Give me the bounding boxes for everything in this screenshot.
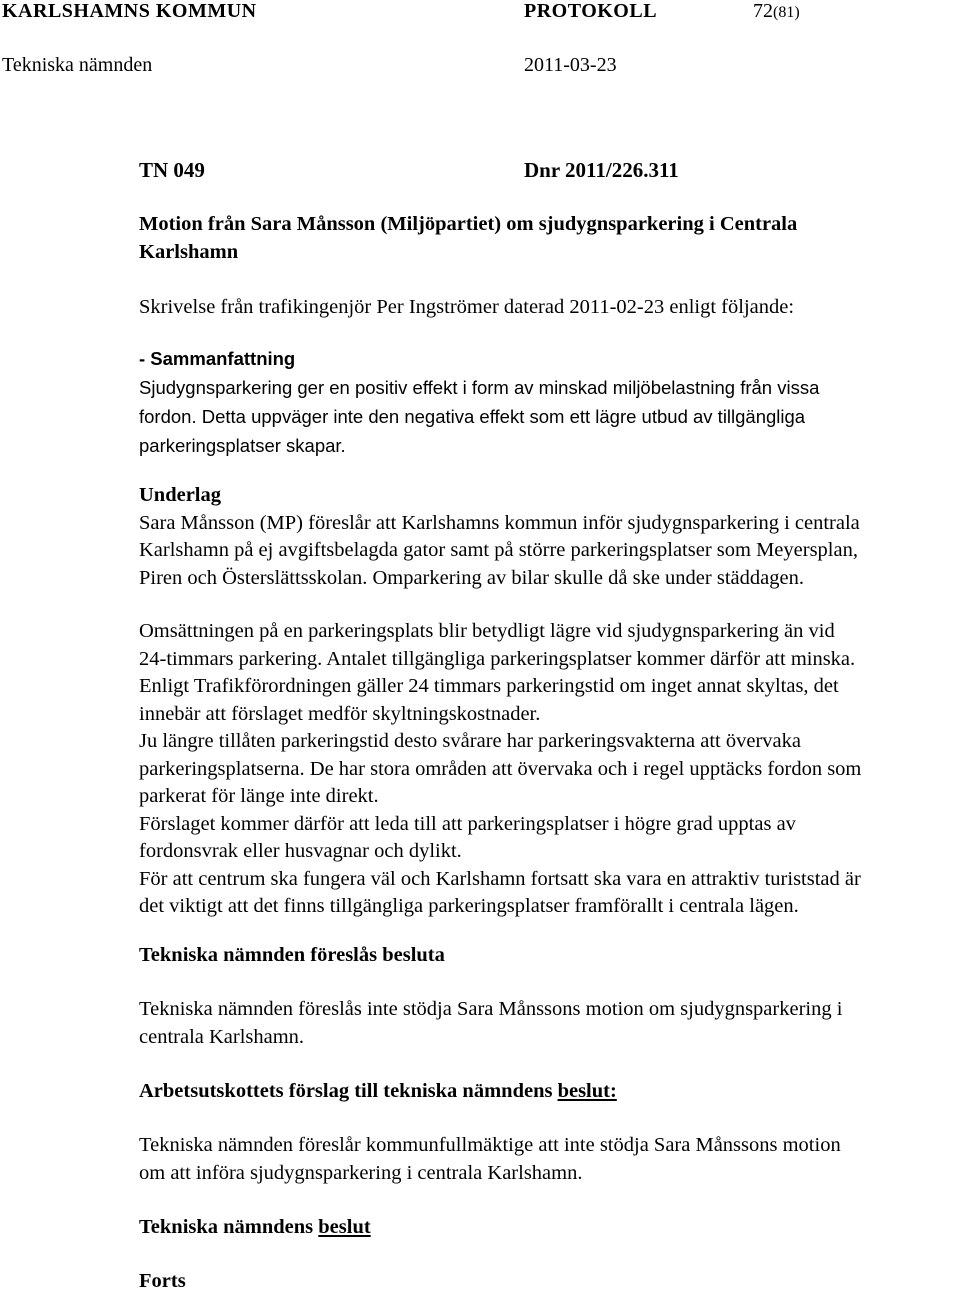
summary-section xyxy=(139,344,960,460)
continuation-label: Forts xyxy=(139,1270,186,1292)
committee-proposal-section xyxy=(139,1078,960,1106)
committee-proposal-body xyxy=(139,1132,960,1187)
discussion-line: Omsättningen på en parkeringsplats blir betydligt lägre vid sjudygnsparkering än vid xyxy=(139,620,835,642)
proposal-line: Tekniska nämnden föreslås inte stödja Sara Månssons motion om sjudygnsparkering i xyxy=(139,998,843,1020)
underlag-line: Piren och Österslättsskolan. Omparkering av bilar skulle då ske under städdagen. xyxy=(139,566,804,589)
discussion-section xyxy=(139,618,960,921)
underlag-line: Sara Månsson (MP) föreslår att Karlshamns kommun inför sjudygnsparkering i centrala xyxy=(139,511,860,534)
organization-name: KARLSHAMNS KOMMUN xyxy=(2,0,257,22)
summary-line: Sjudygnsparkering ger en positiv effekt i form av minskad miljöbelastning från vissa xyxy=(139,377,820,398)
continuation-note xyxy=(139,1268,960,1296)
page-indicator xyxy=(753,0,800,23)
meeting-date: 2011-03-23 xyxy=(524,54,617,76)
summary-line: fordon. Detta uppväger inte den negativa effekt som ett lägre utbud av tillgängliga xyxy=(139,406,806,427)
proposal-heading: Tekniska nämnden föreslås besluta xyxy=(139,944,445,966)
page-number: 72 xyxy=(753,0,773,22)
committee-name: Tekniska nämnden xyxy=(2,54,153,76)
discussion-line: parkeringsplatserna. De har stora områden att övervaka och i regel upptäcks fordon som xyxy=(139,757,862,780)
underlag-line: Karlshamn på ej avgiftsbelagda gator samt på större parkeringsplatser som Meyersplan, xyxy=(139,539,858,561)
proposal-section xyxy=(139,942,960,970)
title-line: Karlshamn xyxy=(139,240,239,263)
discussion-line: Förslaget kommer därför att leda till att parkeringsplatser i högre grad upptas av xyxy=(139,812,796,835)
case-dnr: Dnr 2011/226.311 xyxy=(524,158,679,182)
document-type: PROTOKOLL xyxy=(524,0,658,22)
discussion-line: innebär att förslaget medför skyltningskostnader. xyxy=(139,702,541,725)
motion-title xyxy=(139,211,960,266)
underlag-heading: Underlag xyxy=(139,484,221,506)
page-total: (81) xyxy=(773,4,800,21)
committee-proposal-line: om att införa sjudygnsparkering i centrala Karlshamn. xyxy=(139,1161,583,1184)
intro-paragraph xyxy=(139,294,960,322)
intro-line: Skrivelse från trafikingenjör Per Ingströmer daterad 2011-02-23 enligt följande: xyxy=(139,296,795,318)
committee-proposal-heading-underlined: beslut: xyxy=(557,1080,617,1102)
decision-section xyxy=(139,1214,960,1242)
summary-line: parkeringsplatser skapar. xyxy=(139,435,346,456)
committee-proposal-line: Tekniska nämnden föreslår kommunfullmäktige att inte stödja Sara Månssons motion xyxy=(139,1134,841,1156)
discussion-line: det viktigt att det finns tillgängliga parkeringsplatser framförallt i centrala lägen. xyxy=(139,895,799,917)
title-line: Motion från Sara Månsson (Miljöpartiet) om sjudygnsparkering i Centrala xyxy=(139,213,798,235)
discussion-line: Enligt Trafikförordningen gäller 24 timmars parkeringstid om inget annat skyltas, det xyxy=(139,675,839,697)
case-number: TN 049 xyxy=(139,158,205,182)
discussion-line: parkerat för länge inte direkt. xyxy=(139,785,379,807)
decision-heading-underlined: beslut xyxy=(318,1216,371,1238)
proposal-body xyxy=(139,996,960,1051)
discussion-line: 24-timmars parkering. Antalet tillgängliga parkeringsplatser kommer därför att minska. xyxy=(139,647,856,670)
summary-heading: - Sammanfattning xyxy=(139,348,296,369)
underlag-section xyxy=(139,482,960,592)
decision-heading-prefix: Tekniska nämndens xyxy=(139,1216,319,1238)
decision-heading xyxy=(139,1214,960,1242)
committee-proposal-heading-prefix: Arbetsutskottets förslag till tekniska nämndens xyxy=(139,1080,558,1102)
proposal-line: centrala Karlshamn. xyxy=(139,1025,305,1048)
discussion-line: För att centrum ska fungera väl och Karlshamn fortsatt ska vara en attraktiv turiststad är xyxy=(139,867,861,890)
committee-proposal-heading xyxy=(139,1078,960,1106)
discussion-line: Ju längre tillåten parkeringstid desto svårare har parkeringsvakterna att övervaka xyxy=(139,730,801,752)
discussion-line: fordonsvrak eller husvagnar och dylikt. xyxy=(139,840,462,862)
